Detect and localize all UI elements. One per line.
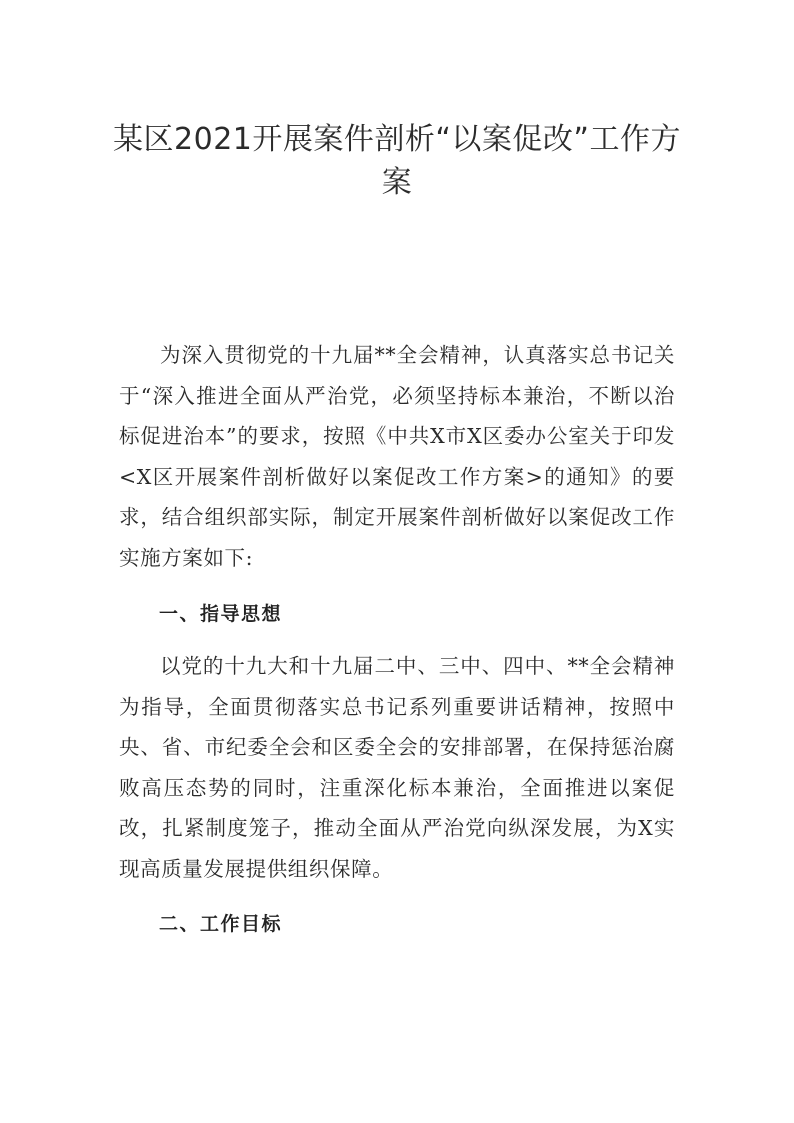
section-heading-work-goals: 二、工作目标 (159, 913, 283, 935)
document-title: 某区2021开展案件剖析“以案促改”工作方案 (113, 122, 681, 200)
section-body-guiding-ideology: 以党的十九大和十九届二中、三中、四中、**全会精神为指导，全面贯彻落实总书记系列重要讲话精神，按照中央、省、市纪委全会和区委全会的安排部署，在保持惩治腐败高压态势的同时，注重深化标本兼治，全面推进以案促改，扎紧制度笼子，推动全面从严治党向纵深发展，为X实现高质量发展提供组织保障。 (119, 654, 675, 881)
intro-paragraph: 为深入贯彻党的十九届**全会精神，认真落实总书记关于“深入推进全面从严治党，必须坚持标本兼治，不断以治标促进治本”的要求，按照《中共X市X区委办公室关于印发<X区开展案件剖析做好以案促改工作方案>的通知》的要求，结合组织部实际，制定开展案件剖析做好以案促改工作实施方案如下: (119, 343, 675, 570)
section-heading-guiding-ideology: 一、指导思想 (159, 603, 283, 625)
